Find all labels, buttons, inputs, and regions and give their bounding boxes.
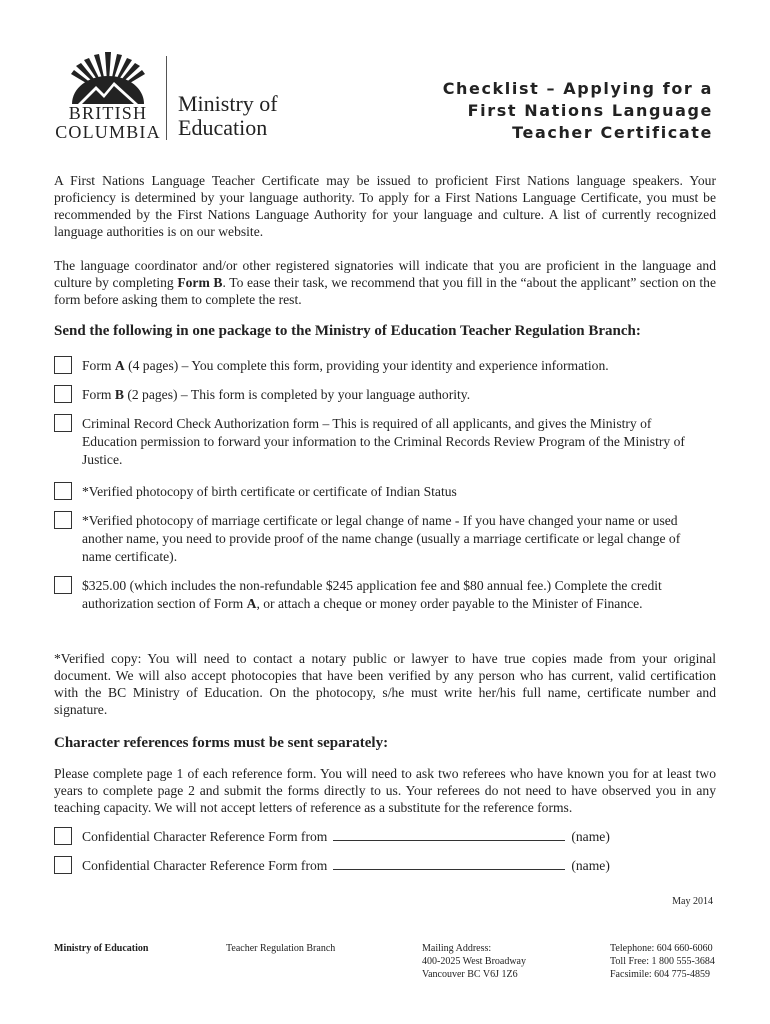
item-bold: A xyxy=(114,358,125,373)
title-line3: Teacher Certificate xyxy=(512,123,713,142)
reference-line xyxy=(82,828,694,846)
sun-mountain-icon xyxy=(68,52,148,104)
reference-label: Confidential Character Reference Form from xyxy=(82,829,328,844)
telephone: Telephone: 604 660-6060 xyxy=(610,943,713,954)
reference-line xyxy=(82,857,694,875)
checkbox[interactable] xyxy=(54,576,72,594)
name-field[interactable] xyxy=(333,828,565,841)
facsimile: Facsimile: 604 775-4859 xyxy=(610,969,710,980)
mail-line2: Vancouver BC V6J 1Z6 xyxy=(422,969,518,980)
footer-contact xyxy=(610,942,715,981)
intro-paragraph: A First Nations Language Teacher Certificate may be issued to proficient First Nations language speakers. Your proficiency is determined by your language authority. To apply for a First Nations Language Certificate, you must be recommended by the First Nations Language Authority for your language and culture. A list of currently recognized language authorities is on our website. xyxy=(54,173,716,239)
title-line1: Checklist – Applying for a xyxy=(442,79,713,98)
bc-logo xyxy=(54,52,294,142)
toll-free: Toll Free: 1 800 555-3684 xyxy=(610,956,715,967)
mail-label: Mailing Address: xyxy=(422,943,492,954)
item-text: (2 pages) – This form is completed by your language authority. xyxy=(123,387,471,402)
page-title xyxy=(443,78,713,144)
coordinator-text-2: . To ease their task, we recommend that you fill in the “about the applicant” section on the form before asking them to complete the rest. xyxy=(54,275,716,307)
item-bold: B xyxy=(114,387,124,402)
checklist-text xyxy=(82,577,694,613)
coordinator-text-1: The language coordinator and/or other registered signatories will indicate that you are proficient in the language and culture by completing xyxy=(54,258,716,290)
reference-heading: Character references forms must be sent separately: xyxy=(54,735,389,751)
checklist-text xyxy=(82,386,694,404)
checkbox[interactable] xyxy=(54,356,72,374)
item-text: *Verified photocopy of birth certificate or certificate of Indian Status xyxy=(82,484,457,499)
checkbox[interactable] xyxy=(54,856,72,874)
checkbox[interactable] xyxy=(54,511,72,529)
reference-paragraph: Please complete page 1 of each reference form. You will need to ask two referees who have known you for at least two years to complete page 2 and submit the forms directly to us. Your referees do not need to have observed you in any teaching capacity. We will not accept letters of reference as a substitute for the reference forms. xyxy=(54,766,716,815)
item-text: $325.00 (which includes the non-refundable $245 application fee and $80 annual fee.) Complete the credit authorization section of Form xyxy=(82,578,662,611)
checklist-text xyxy=(82,512,694,566)
item-text: Form xyxy=(82,358,115,373)
item-text: *Verified photocopy of marriage certificate or legal change of name - If you have changed your name or used another name, you need to provide proof of the name change (usually a marriage certificate or legal change of name certificate). xyxy=(82,513,681,564)
mail-line1: 400-2025 West Broadway xyxy=(422,956,526,967)
reference-label: Confidential Character Reference Form from xyxy=(82,858,328,873)
item-text: , or attach a cheque or money order payable to the Minister of Finance. xyxy=(256,596,643,611)
document-date: May 2014 xyxy=(672,896,713,907)
logo-text-british: BRITISH xyxy=(68,103,148,123)
checklist-text xyxy=(82,357,694,375)
checklist-text xyxy=(82,483,694,501)
item-text: Criminal Record Check Authorization form – This is required of all applicants, and gives the Ministry of Education permission to forward your information to the Criminal Records Review Program of the Ministry of Justice. xyxy=(82,416,685,467)
item-text: (4 pages) – You complete this form, providing your identity and experience information. xyxy=(124,358,609,373)
footer-branch: Teacher Regulation Branch xyxy=(226,943,336,954)
reference-suffix: (name) xyxy=(571,829,610,844)
logo-divider xyxy=(166,56,167,140)
title-line2: First Nations Language xyxy=(467,101,713,120)
checklist-text xyxy=(82,415,694,469)
ministry-line2: Education xyxy=(178,115,268,140)
logo-text-columbia: COLUMBIA xyxy=(55,122,161,142)
name-field[interactable] xyxy=(333,857,565,870)
verified-note: *Verified copy: You will need to contact a notary public or lawyer to have true copies made from your original document. We will also accept photocopies that have been verified by any person who has current, valid certification with the BC Ministry of Education. On the photocopy, s/he must write her/his full name, certificate number and signature. xyxy=(54,651,716,717)
footer-mailing-address xyxy=(422,942,526,981)
checkbox[interactable] xyxy=(54,827,72,845)
checkbox[interactable] xyxy=(54,385,72,403)
footer-ministry: Ministry of Education xyxy=(54,943,149,954)
item-text: Form xyxy=(82,387,115,402)
package-heading: Send the following in one package to the Ministry of Education Teacher Regulation Branch: xyxy=(54,323,641,339)
checkbox[interactable] xyxy=(54,414,72,432)
ministry-line1: Ministry of xyxy=(178,91,278,116)
reference-suffix: (name) xyxy=(571,858,610,873)
coordinator-form: Form B xyxy=(177,275,223,290)
checkbox[interactable] xyxy=(54,482,72,500)
item-bold: A xyxy=(246,596,257,611)
coordinator-paragraph xyxy=(54,257,716,308)
